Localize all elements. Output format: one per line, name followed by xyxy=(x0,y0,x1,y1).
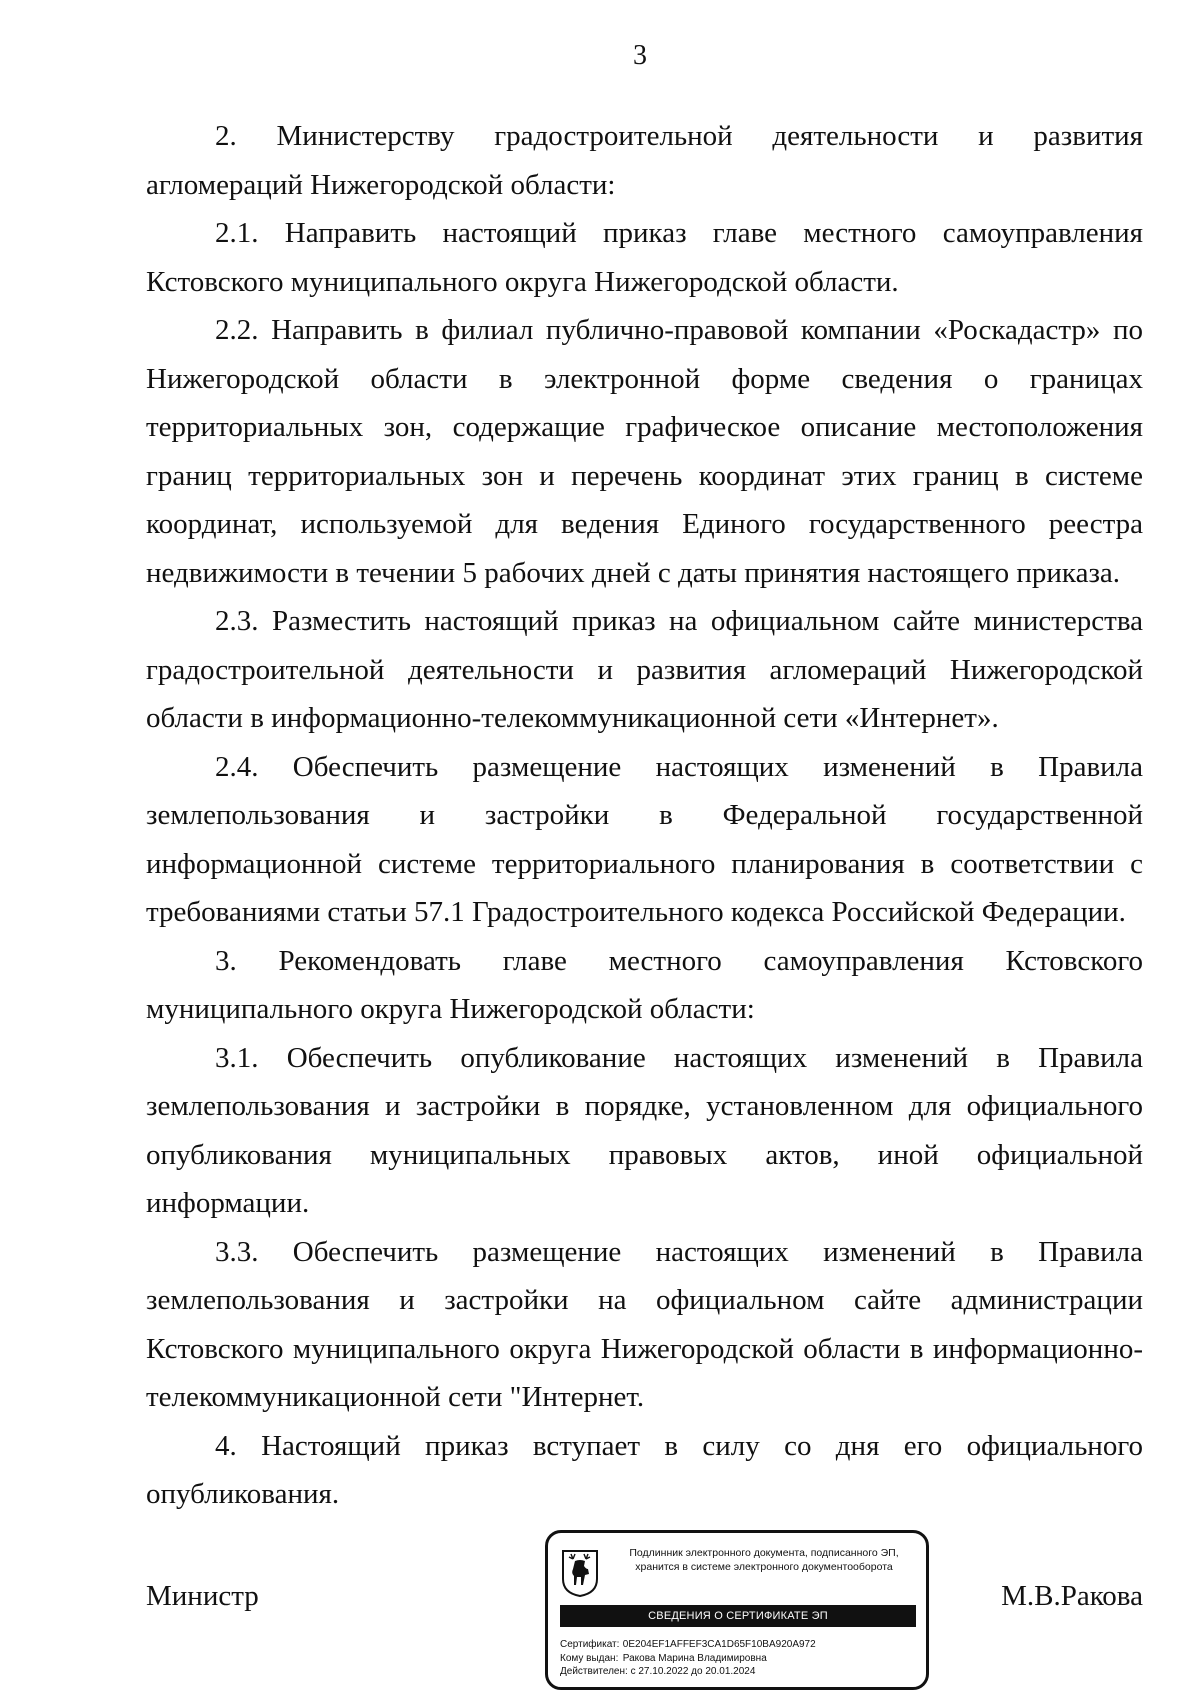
stamp-certificate-line xyxy=(560,1638,920,1652)
certificate-key: Сертификат: xyxy=(560,1639,620,1650)
paragraph-2-4: 2.4. Обеспечить размещение настоящих изменений в Правила землепользования и застройки в Федеральной государственной информационной системе территориального планирования в соответствии с требованиями статьи 57.1 Градостроительного кодекса Российской Федерации. xyxy=(146,750,1143,928)
paragraph-2-3: 2.3. Разместить настоящий приказ на официальном сайте министерства градостроительной деятельности и развития агломераций Нижегородской области в информационно-телекоммуникационной сети «Интернет». xyxy=(146,605,1143,734)
paragraph-3-3: 3.3. Обеспечить размещение настоящих изменений в Правила землепользования и застройки на официальном сайте администрации Кстовского муниципального округа Нижегородской области в информационно-телекоммуникационной сети "Интернет. xyxy=(146,1235,1143,1413)
paragraph-2: 2. Министерству градостроительной деятельности и развития агломераций Нижегородской области: xyxy=(146,120,1143,201)
paragraph-3-1: 3.1. Обеспечить опубликование настоящих изменений в Правила землепользования и застройки в порядке, установленном для официального опубликования муниципальных правовых актов, иной официальной информации. xyxy=(146,1041,1143,1219)
signer-title: Министр xyxy=(146,1580,259,1612)
document-body xyxy=(146,112,1143,1519)
stamp-header-line-1: Подлинник электронного документа, подписанного ЭП, xyxy=(629,1547,899,1559)
stamp-issued-to-line xyxy=(560,1652,920,1666)
certificate-value: 0E204EF1AFFEF3CA1D65F10BA920A972 xyxy=(622,1639,816,1650)
valid-value: с 27.10.2022 до 20.01.2024 xyxy=(630,1666,756,1677)
stamp-header xyxy=(606,1546,922,1574)
electronic-signature-stamp xyxy=(545,1530,929,1690)
issued-to-key: Кому выдан: xyxy=(560,1652,619,1664)
stamp-header-line-2: хранится в системе электронного документооборота xyxy=(635,1561,893,1573)
stamp-certificate-details xyxy=(560,1638,920,1679)
deer-coat-of-arms-icon xyxy=(561,1549,599,1597)
paragraph-2-1: 2.1. Направить настоящий приказ главе местного самоуправления Кстовского муниципального округа Нижегородской области. xyxy=(146,217,1143,298)
signer-name: М.В.Ракова xyxy=(1001,1580,1143,1612)
stamp-valid-line xyxy=(560,1665,920,1679)
paragraph-4: 4. Настоящий приказ вступает в силу со дня его официального опубликования. xyxy=(146,1429,1143,1510)
paragraph-2-2: 2.2. Направить в филиал публично-правовой компании «Роскадастр» по Нижегородской области в электронной форме сведения о границах территориальных зон, содержащие графическое описание местоположения границ территориальных зон и перечень координат этих границ в системе координат, используемой для ведения Единого государственного реестра недвижимости в течении 5 рабочих дней с даты принятия настоящего приказа. xyxy=(146,314,1143,589)
stamp-certificate-bar: СВЕДЕНИЯ О СЕРТИФИКАТЕ ЭП xyxy=(560,1605,916,1627)
valid-key: Действителен: xyxy=(560,1666,628,1677)
page-number: 3 xyxy=(633,40,647,71)
paragraph-3: 3. Рекомендовать главе местного самоуправления Кстовского муниципального округа Нижегородской области: xyxy=(146,944,1143,1025)
issued-to-value: Ракова Марина Владимировна xyxy=(622,1652,767,1664)
